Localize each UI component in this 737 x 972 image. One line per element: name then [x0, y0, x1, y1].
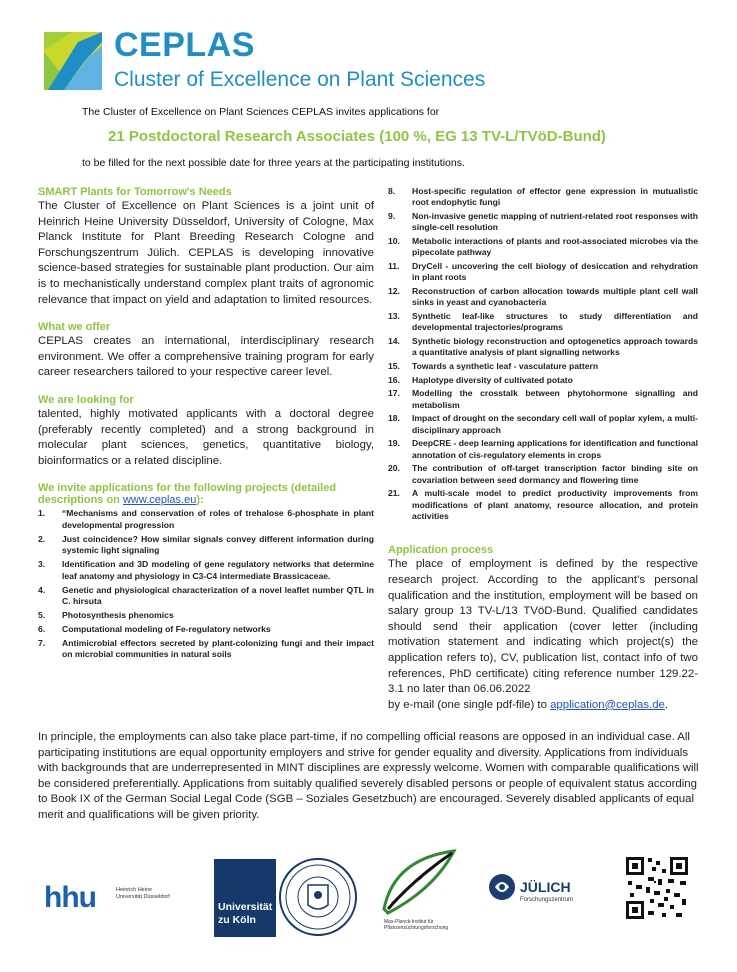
list-item: 6. Computational modeling of Fe-regulatory networks — [38, 623, 271, 634]
uni-koeln-logo: Universität zu Köln — [214, 859, 276, 937]
application-heading: Application process — [388, 544, 494, 557]
mpi-logo: Max-Planck-Institut für Pflanzenzüchtungsforschung — [374, 849, 489, 944]
looking-heading: We are looking for — [38, 393, 134, 406]
hhu-logo: hhu Heinrich Heine Universität Düsseldorf — [44, 881, 170, 914]
list-item: 17. Modelling the crosstalk between phytohormone signalling and metabolism — [388, 388, 698, 410]
offer-heading: What we offer — [38, 321, 111, 334]
list-item: 18. Impact of drought on the secondary cell wall of poplar xylem, a multi-disciplinary approach — [388, 413, 698, 435]
list-item: 5. Photosynthesis phenomics — [38, 609, 174, 620]
left-column — [38, 186, 374, 663]
offer-text: CEPLAS creates an international, interdisciplinary research environment. We offer a comprehensive training program for early career researchers tailored to your respective career level. — [38, 335, 374, 379]
application-text: The place of employment is defined by the respective research project. According to the applicant’s personal qualification and the institution, employment will be based on salary group 13 TV-L/13 TVöD-Bund. Qualified candidates should send their application (cover letter (including motivation statement and indicating which project(s) the application refers to), CV, publication list, contact info of two references, PhD certificate) citing reference number 129.22-3.1 no later than 06.06.2022 by e-mail (one single pdf-file) to application@ceplas.de. — [388, 558, 698, 711]
smart-text: The Cluster of Excellence on Plant Sciences is a joint unit of Heinrich Heine University Düsseldorf, University of Cologne, Max Planck Institute for Plant Breeding Research Cologne and Forschungszentrum Jülich. CEPLAS is developing innovative science-based strategies for sustainable plant production. Our aim is to mechanistically understand complex plant traits of agronomic relevance that impact on yield and adaptation to limited resources. — [38, 200, 374, 306]
right-column — [388, 186, 698, 713]
position-headline: 21 Postdoctoral Research Associates (100 %, EG 13 TV-L/TVöD-Bund) — [108, 128, 606, 145]
juelich-mark-icon — [488, 873, 516, 901]
mpi-leaf-icon — [374, 849, 464, 919]
uni-koeln-seal-icon — [278, 857, 358, 937]
project-list-right — [388, 186, 698, 522]
list-item: 8. Host-specific regulation of effector gene expression in mutualistic root endophytic fungi — [388, 186, 698, 208]
list-item: 20. The contribution of off-target transcription factor binding site on covariation between seed dormancy and flowering time — [388, 463, 698, 485]
list-item: 3. Identification and 3D modeling of gene regulatory networks that determine leaf anatomy and physiology in C3-C4 intermediate Brassicaceae. — [38, 559, 374, 581]
list-item: 4. Genetic and physiological characterization of a novel leaflet number QTL in C. hirsuta — [38, 584, 374, 606]
ceplas-header — [44, 24, 504, 104]
ceplas-website-link[interactable]: www.ceplas.eu — [122, 494, 197, 507]
list-item: 7. Antimicrobial effectors secreted by plant-colonizing fungi and their impact on microbial communities in natural soils — [38, 637, 374, 660]
invite-heading: We invite applications for the following projects (detailed descriptions on www.ceplas.eu): — [38, 482, 337, 507]
project-list-left — [38, 508, 374, 660]
looking-text: talented, highly motivated applicants with a doctoral degree (preferably recently completed) and a strong background in molecular plant sciences, genetics, quantitative biology, bioinformatics or a related discipline. — [38, 407, 374, 467]
qr-code-icon[interactable] — [624, 855, 690, 921]
list-item: 11. DryCell - uncovering the cell biology of desiccation and rehydration in plant roots — [388, 261, 698, 283]
list-item: 15. Towards a synthetic leaf - vasculature pattern — [388, 361, 599, 371]
smart-heading: SMART Plants for Tomorrow's Needs — [38, 186, 232, 198]
list-item: 9. Non-invasive genetic mapping of nutrient-related root responses with single-cell resolution — [388, 211, 698, 233]
brand-subtitle: Cluster of Excellence on Plant Sciences — [114, 68, 486, 91]
brand-name: CEPLAS — [114, 26, 255, 64]
list-item: 21. A multi-scale model to predict productivity improvements from modifications of plant anatomy, resource allocation, and protein activities — [388, 488, 698, 521]
list-item: 16. Haplotype diversity of cultivated potato — [388, 374, 573, 385]
juelich-logo: JÜLICH Forschungszentrum — [488, 873, 516, 906]
list-item: 1. “Mechanisms and conservation of roles of trehalose 6-phosphate in plant developmental progression — [38, 508, 374, 530]
list-item: 19. DeepCRE - deep learning applications for identification and functional annotation of cis-regulatory elements in crops — [388, 438, 699, 460]
ceplas-logo-icon — [44, 32, 102, 90]
equal-opportunity-text: In principle, the employments can also take place part-time, if no compelling official reasons are opposed in an individual case. All participating institutions are equal opportunity employers and strive for gender equality and diversity. Applications from individuals with backgrounds that are underrepresented in MINT disciplines are expressly welcome. Women with comparable qualifications will be considered preferentially. Applications from suitably qualified severely disabled persons or people of equivalent status according to Book IX of the German Social Legal Code (SGB – Soziales Gesetzbuch) are encouraged. Severely disabled applicants of equal merit and qualifications will be given priority. — [38, 731, 699, 821]
list-item: 12. Reconstruction of carbon allocation towards multiple plant cell wall sinks in yeast and cyanobacteria — [388, 286, 698, 308]
intro-line: The Cluster of Excellence on Plant Sciences CEPLAS invites applications for — [82, 106, 440, 118]
position-subline: to be filled for the next possible date for three years at the participating institutions. — [82, 157, 465, 169]
partner-logos — [0, 845, 737, 955]
application-email-link[interactable]: application@ceplas.de — [550, 698, 665, 711]
list-item: 14. Synthetic biology reconstruction and optogenetics approach towards a quantitative analysis of plant signalling networks — [388, 336, 698, 358]
list-item: 13. Synthetic leaf-like structures to study differentiation and developmental trajectories/programs — [388, 311, 698, 333]
list-item: 2. Just coincidence? How similar signals convey different information during systemic light signaling — [38, 533, 374, 556]
list-item: 10. Metabolic interactions of plants and root-associated microbes via the pipecolate pathway — [388, 236, 698, 258]
